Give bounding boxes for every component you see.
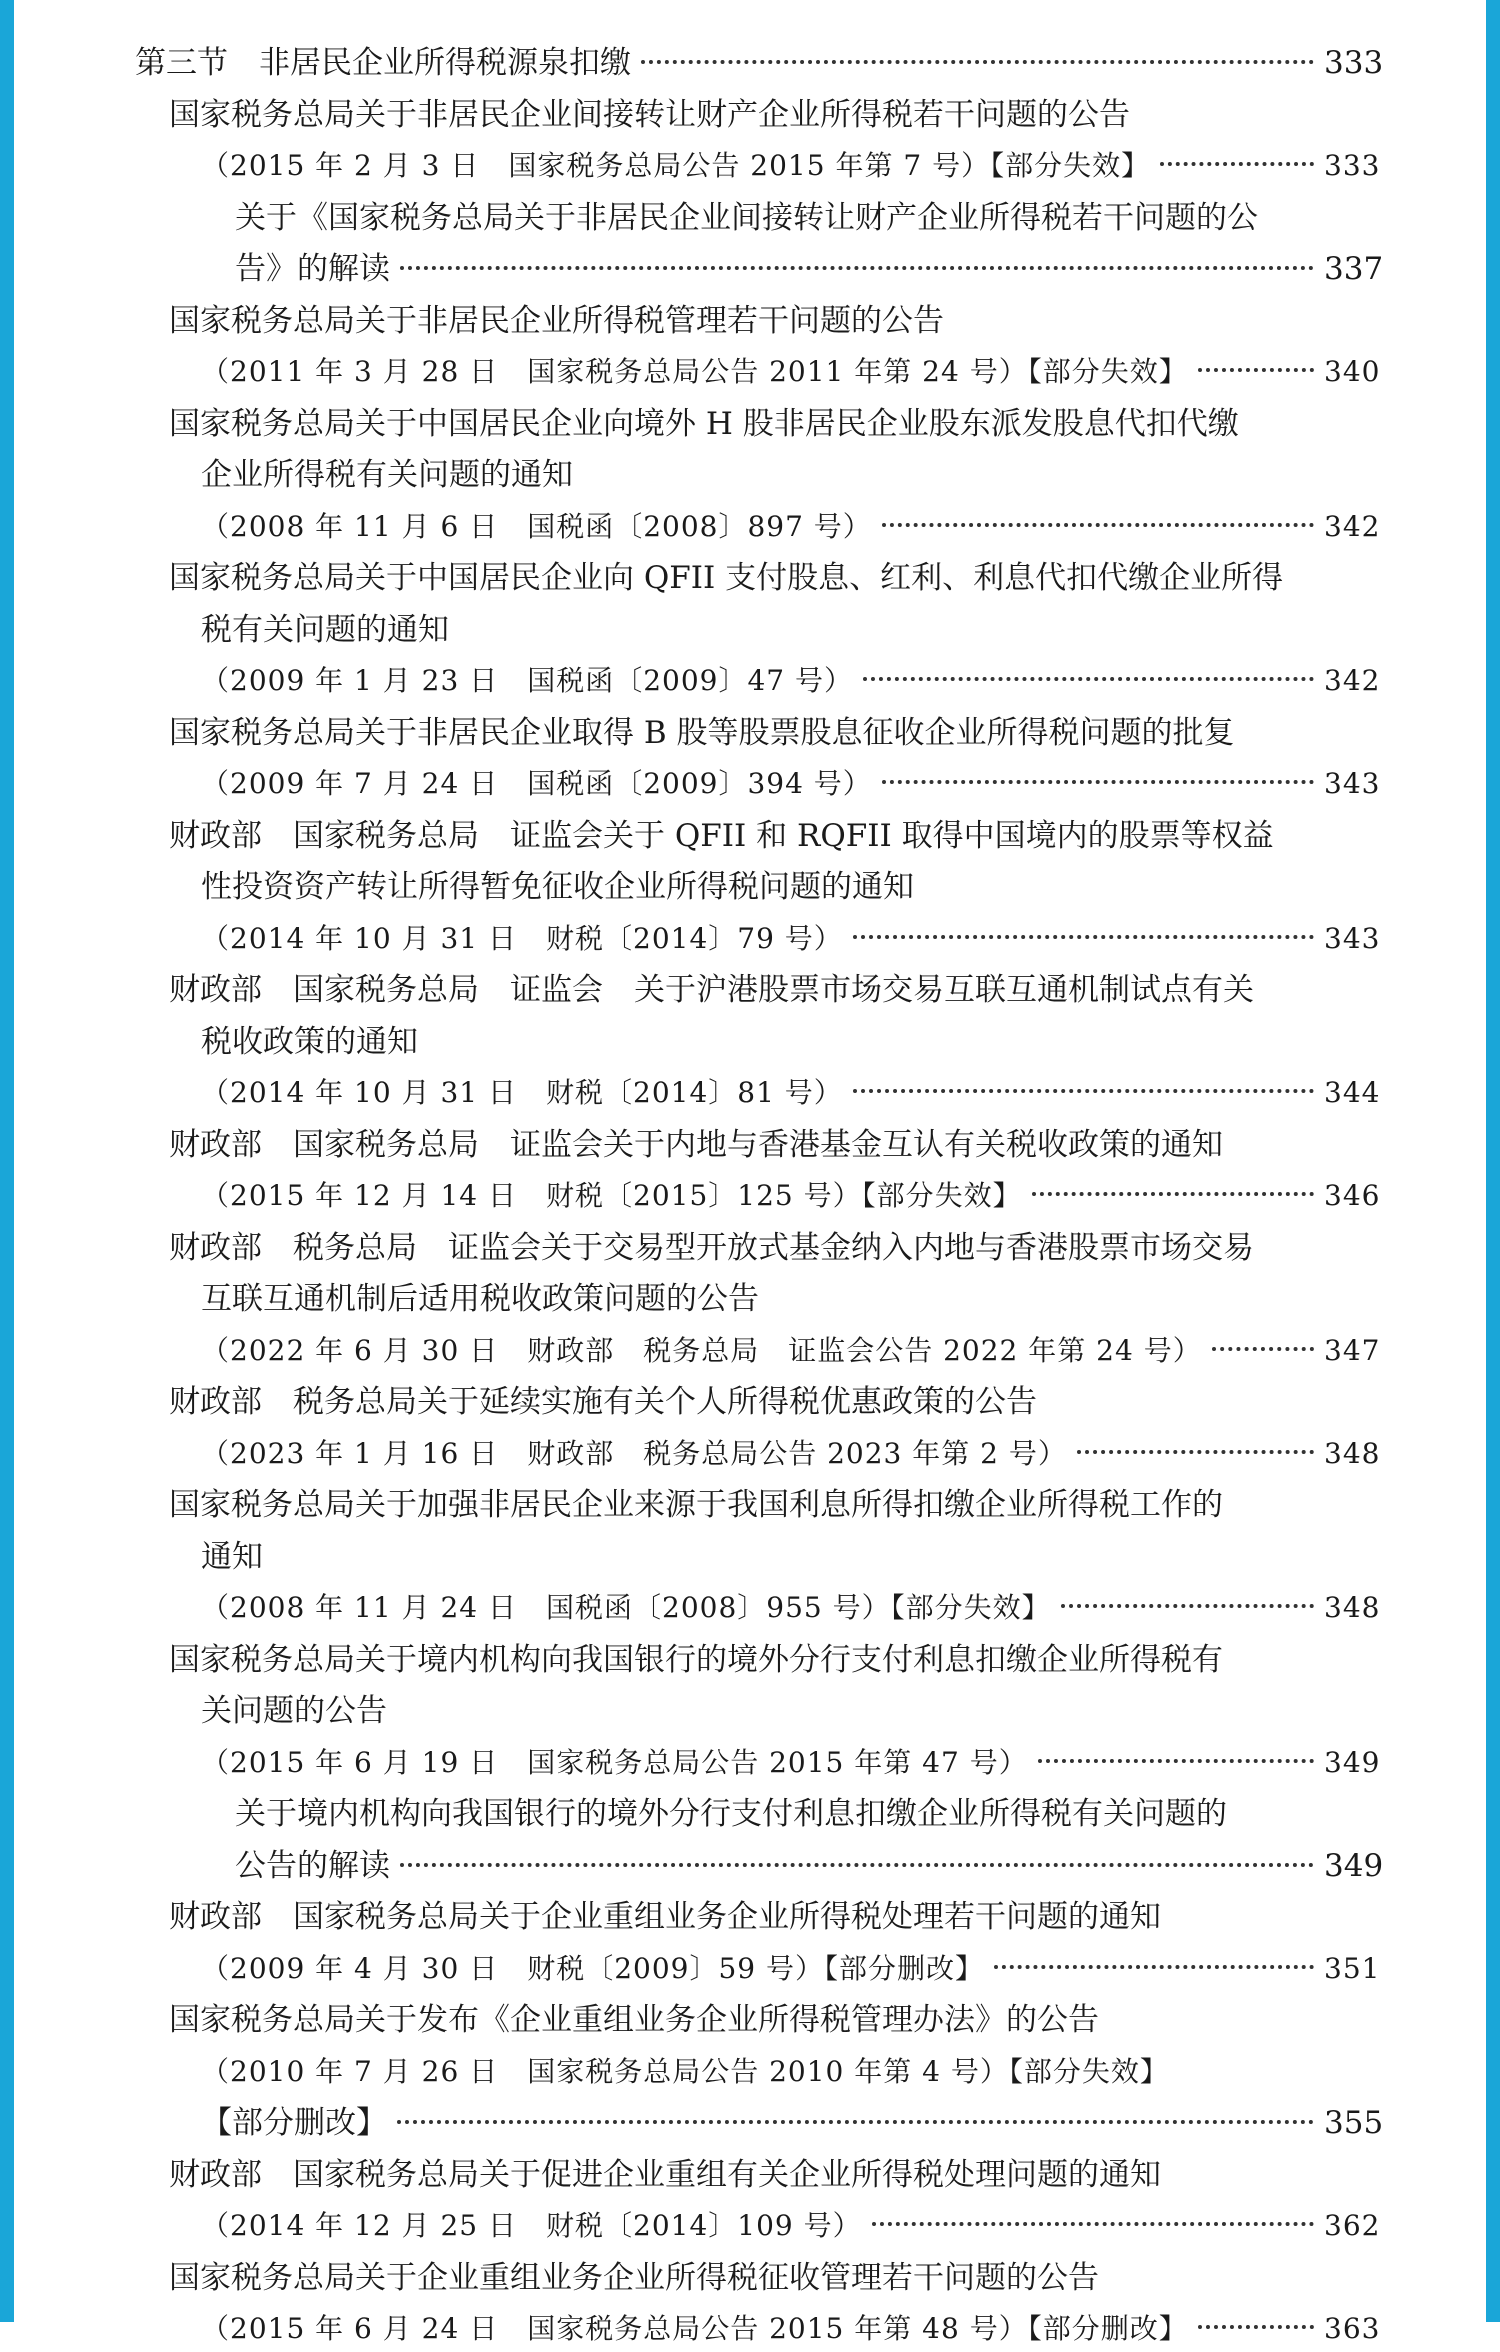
toc-entry[interactable]: [201, 2306, 1380, 2352]
dot-leader: [397, 2120, 1314, 2124]
dot-leader: [1061, 1604, 1314, 1608]
toc-entry-title: （2009 年 7 月 24 日 国税函〔2009〕394 号）: [201, 767, 872, 800]
dot-leader: [863, 677, 1314, 681]
toc-entry-title: 财政部 国家税务总局 证监会关于内地与香港基金互认有关税收政策的通知: [169, 1127, 1223, 1163]
dot-leader: [853, 1089, 1314, 1093]
toc-entry-title: 税收政策的通知: [201, 1024, 418, 1060]
dot-leader: [400, 1863, 1314, 1867]
toc-entry-title: 财政部 国家税务总局关于企业重组业务企业所得税处理若干问题的通知: [169, 1899, 1161, 1935]
toc-entry-title: （2009 年 1 月 23 日 国税函〔2009〕47 号）: [201, 664, 853, 697]
toc-entry[interactable]: [201, 349, 1380, 395]
toc-entry-title: 通知: [201, 1539, 263, 1575]
toc-entry-title: 关于《国家税务总局关于非居民企业间接转让财产企业所得税若干问题的公: [235, 200, 1258, 236]
toc-entry[interactable]: [169, 555, 1380, 601]
page-number: 347: [1324, 1334, 1381, 1367]
page-number: 349: [1324, 1746, 1381, 1779]
toc-entry[interactable]: [201, 916, 1380, 962]
toc-entry-title: 互联互通机制后适用税收政策问题的公告: [201, 1281, 759, 1317]
toc-entry[interactable]: [201, 1740, 1380, 1786]
toc-entry[interactable]: [169, 710, 1380, 756]
toc-entry[interactable]: [169, 1122, 1380, 1168]
toc-entry[interactable]: [169, 1225, 1380, 1271]
toc-entry-title: 财政部 国家税务总局 证监会关于 QFII 和 RQFII 取得中国境内的股票等权益: [169, 818, 1274, 854]
dot-leader: [882, 523, 1314, 527]
toc-entry-title: （2014 年 10 月 31 日 财税〔2014〕79 号）: [201, 922, 843, 955]
toc-entry[interactable]: [201, 1585, 1380, 1631]
toc-entry-title: 税有关问题的通知: [201, 612, 449, 648]
dot-leader: [1077, 1450, 1314, 1454]
toc-entry-title: 国家税务总局关于境内机构向我国银行的境外分行支付利息扣缴企业所得税有: [169, 1642, 1223, 1678]
toc-entry[interactable]: [135, 40, 1384, 86]
page-number: 346: [1324, 1179, 1381, 1212]
toc-entry[interactable]: [201, 864, 1380, 910]
toc-entry[interactable]: [201, 1431, 1380, 1477]
toc-entry-title: （2010 年 7 月 26 日 国家税务总局公告 2010 年第 4 号）【部分失效】: [201, 2055, 1169, 2088]
page-number: 337: [1324, 251, 1384, 287]
toc-entry[interactable]: [201, 504, 1380, 550]
toc-entry-title: 财政部 国家税务总局关于促进企业重组有关企业所得税处理问题的通知: [169, 2157, 1161, 2193]
toc-entry[interactable]: [201, 2203, 1380, 2249]
toc-entry-title: 国家税务总局关于非居民企业间接转让财产企业所得税若干问题的公告: [169, 97, 1130, 133]
toc-entry[interactable]: [235, 195, 1380, 241]
toc-entry-title: （2015 年 6 月 19 日 国家税务总局公告 2015 年第 47 号）: [201, 1746, 1028, 1779]
toc-entry[interactable]: [169, 2152, 1380, 2198]
toc-entry-title: 关于境内机构向我国银行的境外分行支付利息扣缴企业所得税有关问题的: [235, 1796, 1227, 1832]
toc-entry[interactable]: [169, 92, 1380, 138]
page-number: 363: [1324, 2312, 1381, 2345]
right-border: [1486, 0, 1500, 2322]
dot-leader: [1198, 2325, 1314, 2329]
toc-entry-title: （2014 年 12 月 25 日 财税〔2014〕109 号）: [201, 2209, 862, 2242]
toc-entry[interactable]: [201, 1534, 1380, 1580]
dot-leader: [994, 1965, 1314, 1969]
dot-leader: [882, 780, 1314, 784]
toc-entry-title: 国家税务总局关于中国居民企业向 QFII 支付股息、红利、利息代扣代缴企业所得: [169, 560, 1284, 596]
page-number: 355: [1324, 2105, 1384, 2141]
toc-entry-title: （2011 年 3 月 28 日 国家税务总局公告 2011 年第 24 号）【部分失效】: [201, 355, 1188, 388]
toc-entry-title: 性投资资产转让所得暂免征收企业所得税问题的通知: [201, 869, 914, 905]
toc-entry[interactable]: [201, 1688, 1380, 1734]
toc-entry-title: （2022 年 6 月 30 日 财政部 税务总局 证监会公告 2022 年第 24 号）: [201, 1334, 1202, 1367]
dot-leader: [400, 266, 1314, 270]
left-border: [0, 0, 14, 2322]
toc-entry[interactable]: [201, 1070, 1380, 1116]
dot-leader: [872, 2222, 1314, 2226]
page-number: 342: [1324, 664, 1381, 697]
dot-leader: [641, 60, 1314, 64]
toc-entry-title: 财政部 国家税务总局 证监会 关于沪港股票市场交易互联互通机制试点有关: [169, 972, 1254, 1008]
toc-entry-title: （2014 年 10 月 31 日 财税〔2014〕81 号）: [201, 1076, 843, 1109]
toc-entry-title: （2023 年 1 月 16 日 财政部 税务总局公告 2023 年第 2 号）: [201, 1437, 1067, 1470]
dot-leader: [853, 935, 1314, 939]
toc-entry[interactable]: [169, 813, 1380, 859]
toc-entry-title: 第三节 非居民企业所得税源泉扣缴: [135, 45, 631, 81]
toc-entry-title: （2015 年 12 月 14 日 财税〔2015〕125 号）【部分失效】: [201, 1179, 1022, 1212]
page-number: 342: [1324, 510, 1381, 543]
page-number: 351: [1324, 1952, 1381, 1985]
toc-entry-title: 国家税务总局关于企业重组业务企业所得税征收管理若干问题的公告: [169, 2260, 1099, 2296]
page-number: 362: [1324, 2209, 1381, 2242]
toc-entry[interactable]: [201, 2049, 1380, 2095]
toc-entry[interactable]: [235, 1791, 1380, 1837]
page-number: 340: [1324, 355, 1381, 388]
toc-entry[interactable]: [201, 1019, 1380, 1065]
toc-entry[interactable]: [169, 1997, 1380, 2043]
toc-entry-title: （2009 年 4 月 30 日 财税〔2009〕59 号）【部分删改】: [201, 1952, 984, 1985]
toc-entry[interactable]: [169, 2255, 1380, 2301]
toc-entry-title: （2015 年 2 月 3 日 国家税务总局公告 2015 年第 7 号）【部分失效】: [201, 149, 1151, 182]
toc-entry-title: 【部分删改】: [201, 2105, 387, 2141]
page-number: 343: [1324, 767, 1381, 800]
page-number: 349: [1324, 1848, 1384, 1884]
toc-entry-title: 财政部 税务总局 证监会关于交易型开放式基金纳入内地与香港股票市场交易: [169, 1230, 1254, 1266]
toc-entry[interactable]: [201, 1276, 1380, 1322]
toc-entry[interactable]: [169, 401, 1380, 447]
toc-entry[interactable]: [201, 1173, 1380, 1219]
toc-entry[interactable]: [201, 143, 1380, 189]
dot-leader: [1038, 1759, 1314, 1763]
page-number: 344: [1324, 1076, 1381, 1109]
toc-entry[interactable]: [169, 298, 1380, 344]
toc-entry[interactable]: [201, 1946, 1380, 1992]
toc-entry-title: （2008 年 11 月 24 日 国税函〔2008〕955 号）【部分失效】: [201, 1591, 1051, 1624]
toc-entry-title: 财政部 税务总局关于延续实施有关个人所得税优惠政策的公告: [169, 1384, 1037, 1420]
dot-leader: [1198, 368, 1314, 372]
page-number: 348: [1324, 1437, 1381, 1470]
toc-entry-title: 国家税务总局关于中国居民企业向境外 H 股非居民企业股东派发股息代扣代缴: [169, 406, 1239, 442]
toc-entry-title: （2008 年 11 月 6 日 国税函〔2008〕897 号）: [201, 510, 872, 543]
toc-entry-title: 国家税务总局关于非居民企业取得 B 股等股票股息征收企业所得税问题的批复: [169, 715, 1235, 751]
toc-entry-title: 国家税务总局关于非居民企业所得税管理若干问题的公告: [169, 303, 944, 339]
toc-entry-title: 国家税务总局关于发布《企业重组业务企业所得税管理办法》的公告: [169, 2002, 1099, 2038]
dot-leader: [1160, 162, 1314, 166]
toc-entry-title: 企业所得税有关问题的通知: [201, 457, 573, 493]
toc-entry[interactable]: [169, 1894, 1380, 1940]
page-number: 333: [1324, 45, 1384, 81]
toc-entry[interactable]: [169, 1482, 1380, 1528]
toc-entry[interactable]: [169, 967, 1380, 1013]
toc-entry-title: 关问题的公告: [201, 1693, 387, 1729]
toc-entry-title: 国家税务总局关于加强非居民企业来源于我国利息所得扣缴企业所得税工作的: [169, 1487, 1223, 1523]
toc-entry-title: 公告的解读: [235, 1848, 390, 1884]
toc-entry[interactable]: [201, 607, 1380, 653]
toc-entry-title: （2015 年 6 月 24 日 国家税务总局公告 2015 年第 48 号）【部分删改】: [201, 2312, 1188, 2345]
toc-entry[interactable]: [235, 246, 1384, 292]
toc-entry[interactable]: [169, 1637, 1380, 1683]
toc-entry[interactable]: [201, 658, 1380, 704]
toc-entry[interactable]: [201, 2100, 1384, 2146]
dot-leader: [1032, 1192, 1314, 1196]
page-number: 348: [1324, 1591, 1381, 1624]
toc-entry[interactable]: [201, 1328, 1380, 1374]
toc-entry[interactable]: [201, 761, 1380, 807]
toc-entry[interactable]: [235, 1843, 1384, 1889]
page-number: 343: [1324, 922, 1381, 955]
page-number: 333: [1324, 149, 1381, 182]
toc-entry[interactable]: [201, 452, 1380, 498]
toc-entry[interactable]: [169, 1379, 1380, 1425]
dot-leader: [1212, 1347, 1314, 1351]
toc-entry-title: 告》的解读: [235, 251, 390, 287]
